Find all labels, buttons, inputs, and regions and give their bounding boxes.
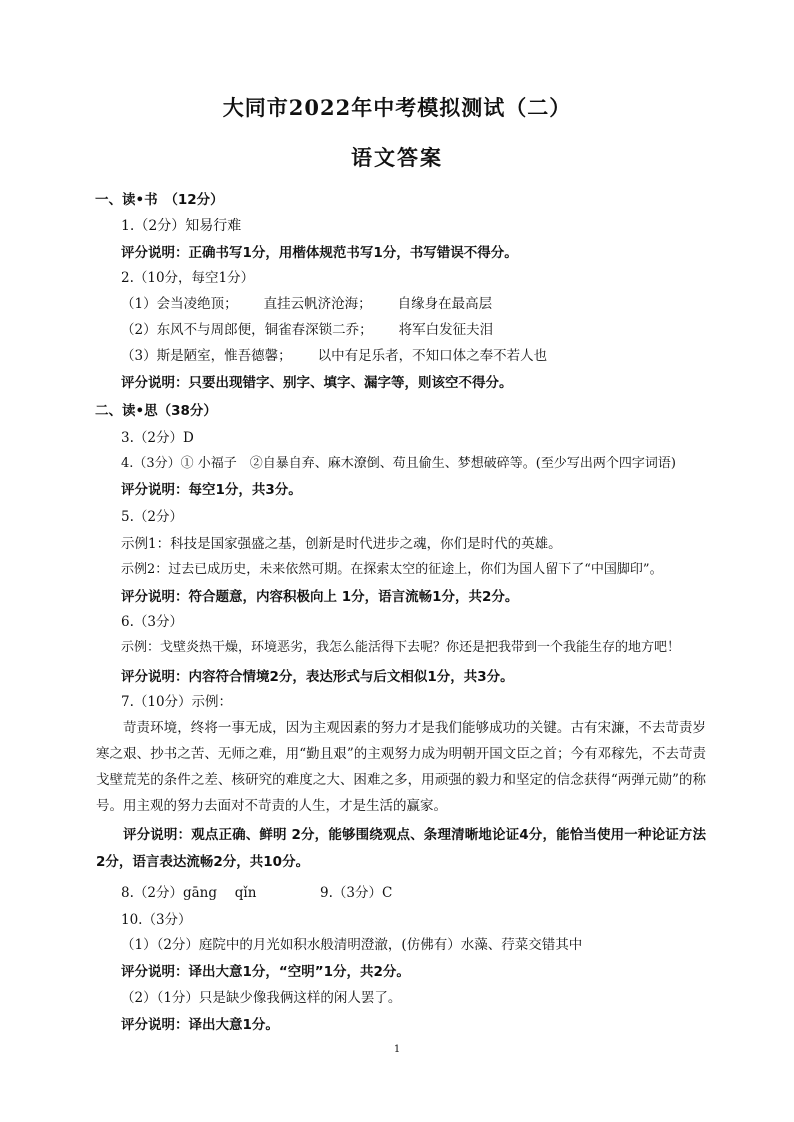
q7-scoring-note: 评分说明：观点正确、鲜明 2分，能够围绕观点、条理清晰地论证4分，能恰当使用一种论证方法2分，语言表达流畅2分，共10分。 — [96, 827, 706, 870]
doc-subtitle: 语文答案 — [351, 145, 443, 170]
q2-1-part-a: （1）会当凌绝顶； — [121, 296, 238, 312]
q5-example-1: 示例1：科技是国家强盛之基，创新是时代进步之魂，你们是时代的英雄。 — [121, 536, 562, 552]
q10-2-answer: （2）（1分）只是缺少像我俩这样的闲人罢了。 — [121, 990, 402, 1006]
q5-scoring-note: 评分说明：符合题意，内容积极向上 1分，语言流畅1分，共2分。 — [121, 589, 519, 605]
q2-3-part-a: （3）斯是陋室，惟吾德馨； — [121, 348, 292, 364]
page-number: 1 — [393, 1044, 401, 1055]
q2-item-2 — [121, 320, 493, 340]
q7-example-paragraph: 苛责环境，终将一事无成，因为主观因素的努力才是我们能够成功的关键。古有宋濂，不去苛责岁寒之艰、抄书之苦、无师之难，用“勤且艰”的主观努力成为明朝开国文臣之首；今有邓稼先，不去苛责戈壁荒芜的条件之差、核研究的难度之大、困难之多，用顽强的毅力和坚定的信念获得“两弹元勋”的称号。用主观的努力去面对不苛责的人生，才是生活的赢家。 — [96, 720, 706, 814]
section-1-heading: 一、读•书 （12分） — [95, 192, 224, 208]
q10-heading: 10.（3分） — [121, 912, 192, 928]
q5-example-2: 示例2：过去已成历史，未来依然可期。在探索太空的征途上，你们为国人留下了“中国脚印”。 — [121, 562, 663, 577]
q1-scoring-note: 评分说明：正确书写1分，用楷体规范书写1分，书写错误不得分。 — [121, 245, 518, 261]
q2-2-part-b: 将军白发征夫泪 — [398, 322, 494, 338]
q10-1-answer: （1）（2分）庭院中的月光如积水般清明澄澈，(仿佛有）水藻、荇菜交错其中 — [121, 937, 583, 953]
q2-heading: 2.（10分，每空1分） — [121, 270, 255, 286]
q10-2-scoring-note: 评分说明：译出大意1分。 — [121, 1017, 279, 1033]
q4-scoring-note: 评分说明：每空1分，共3分。 — [121, 482, 302, 498]
q2-1-part-b: 直挂云帆济沧海； — [263, 296, 372, 312]
q2-2-part-a: （2）东风不与周郎便，铜雀春深锁二乔； — [121, 322, 373, 338]
q4-answer: 4.（3分）① 小福子 ②自暴自弃、麻木潦倒、苟且偷生、梦想破碎等。(至少写出两个四字词语) — [121, 456, 676, 471]
q2-3-part-b: 以中有足乐者，不知口体之奉不若人也 — [317, 348, 548, 364]
doc-title: 大同市2022年中考模拟测试（二） — [222, 95, 572, 120]
q2-1-part-c: 自缘身在最高层 — [397, 296, 493, 312]
q2-item-3 — [121, 346, 547, 366]
q1-answer: 1.（2分）知易行难 — [121, 218, 242, 234]
q6-heading: 6.（3分） — [121, 614, 183, 630]
q5-heading: 5.（2分） — [121, 509, 183, 525]
q2-scoring-note: 评分说明：只要出现错字、别字、填字、漏字等，则该空不得分。 — [121, 375, 513, 391]
q8-answer: 8.（2分）gāng qǐn — [121, 885, 257, 901]
q9-answer: 9.（3分）C — [320, 885, 393, 901]
q6-scoring-note: 评分说明：内容符合情境2分，表达形式与后文相似1分，共3分。 — [121, 669, 514, 685]
q2-item-1 — [121, 294, 492, 314]
q7-heading: 7.（10分）示例： — [121, 694, 233, 710]
q10-1-scoring-note: 评分说明：译出大意1分，“空明”1分，共2分。 — [121, 964, 410, 980]
q6-example: 示例：戈壁炎热干燥，环境恶劣，我怎么能活得下去呢？你还是把我带到一个我能生存的地方吧！ — [121, 640, 681, 655]
section-2-heading: 二、读•思（38分） — [95, 403, 217, 419]
q3-answer: 3.（2分）D — [121, 430, 194, 446]
